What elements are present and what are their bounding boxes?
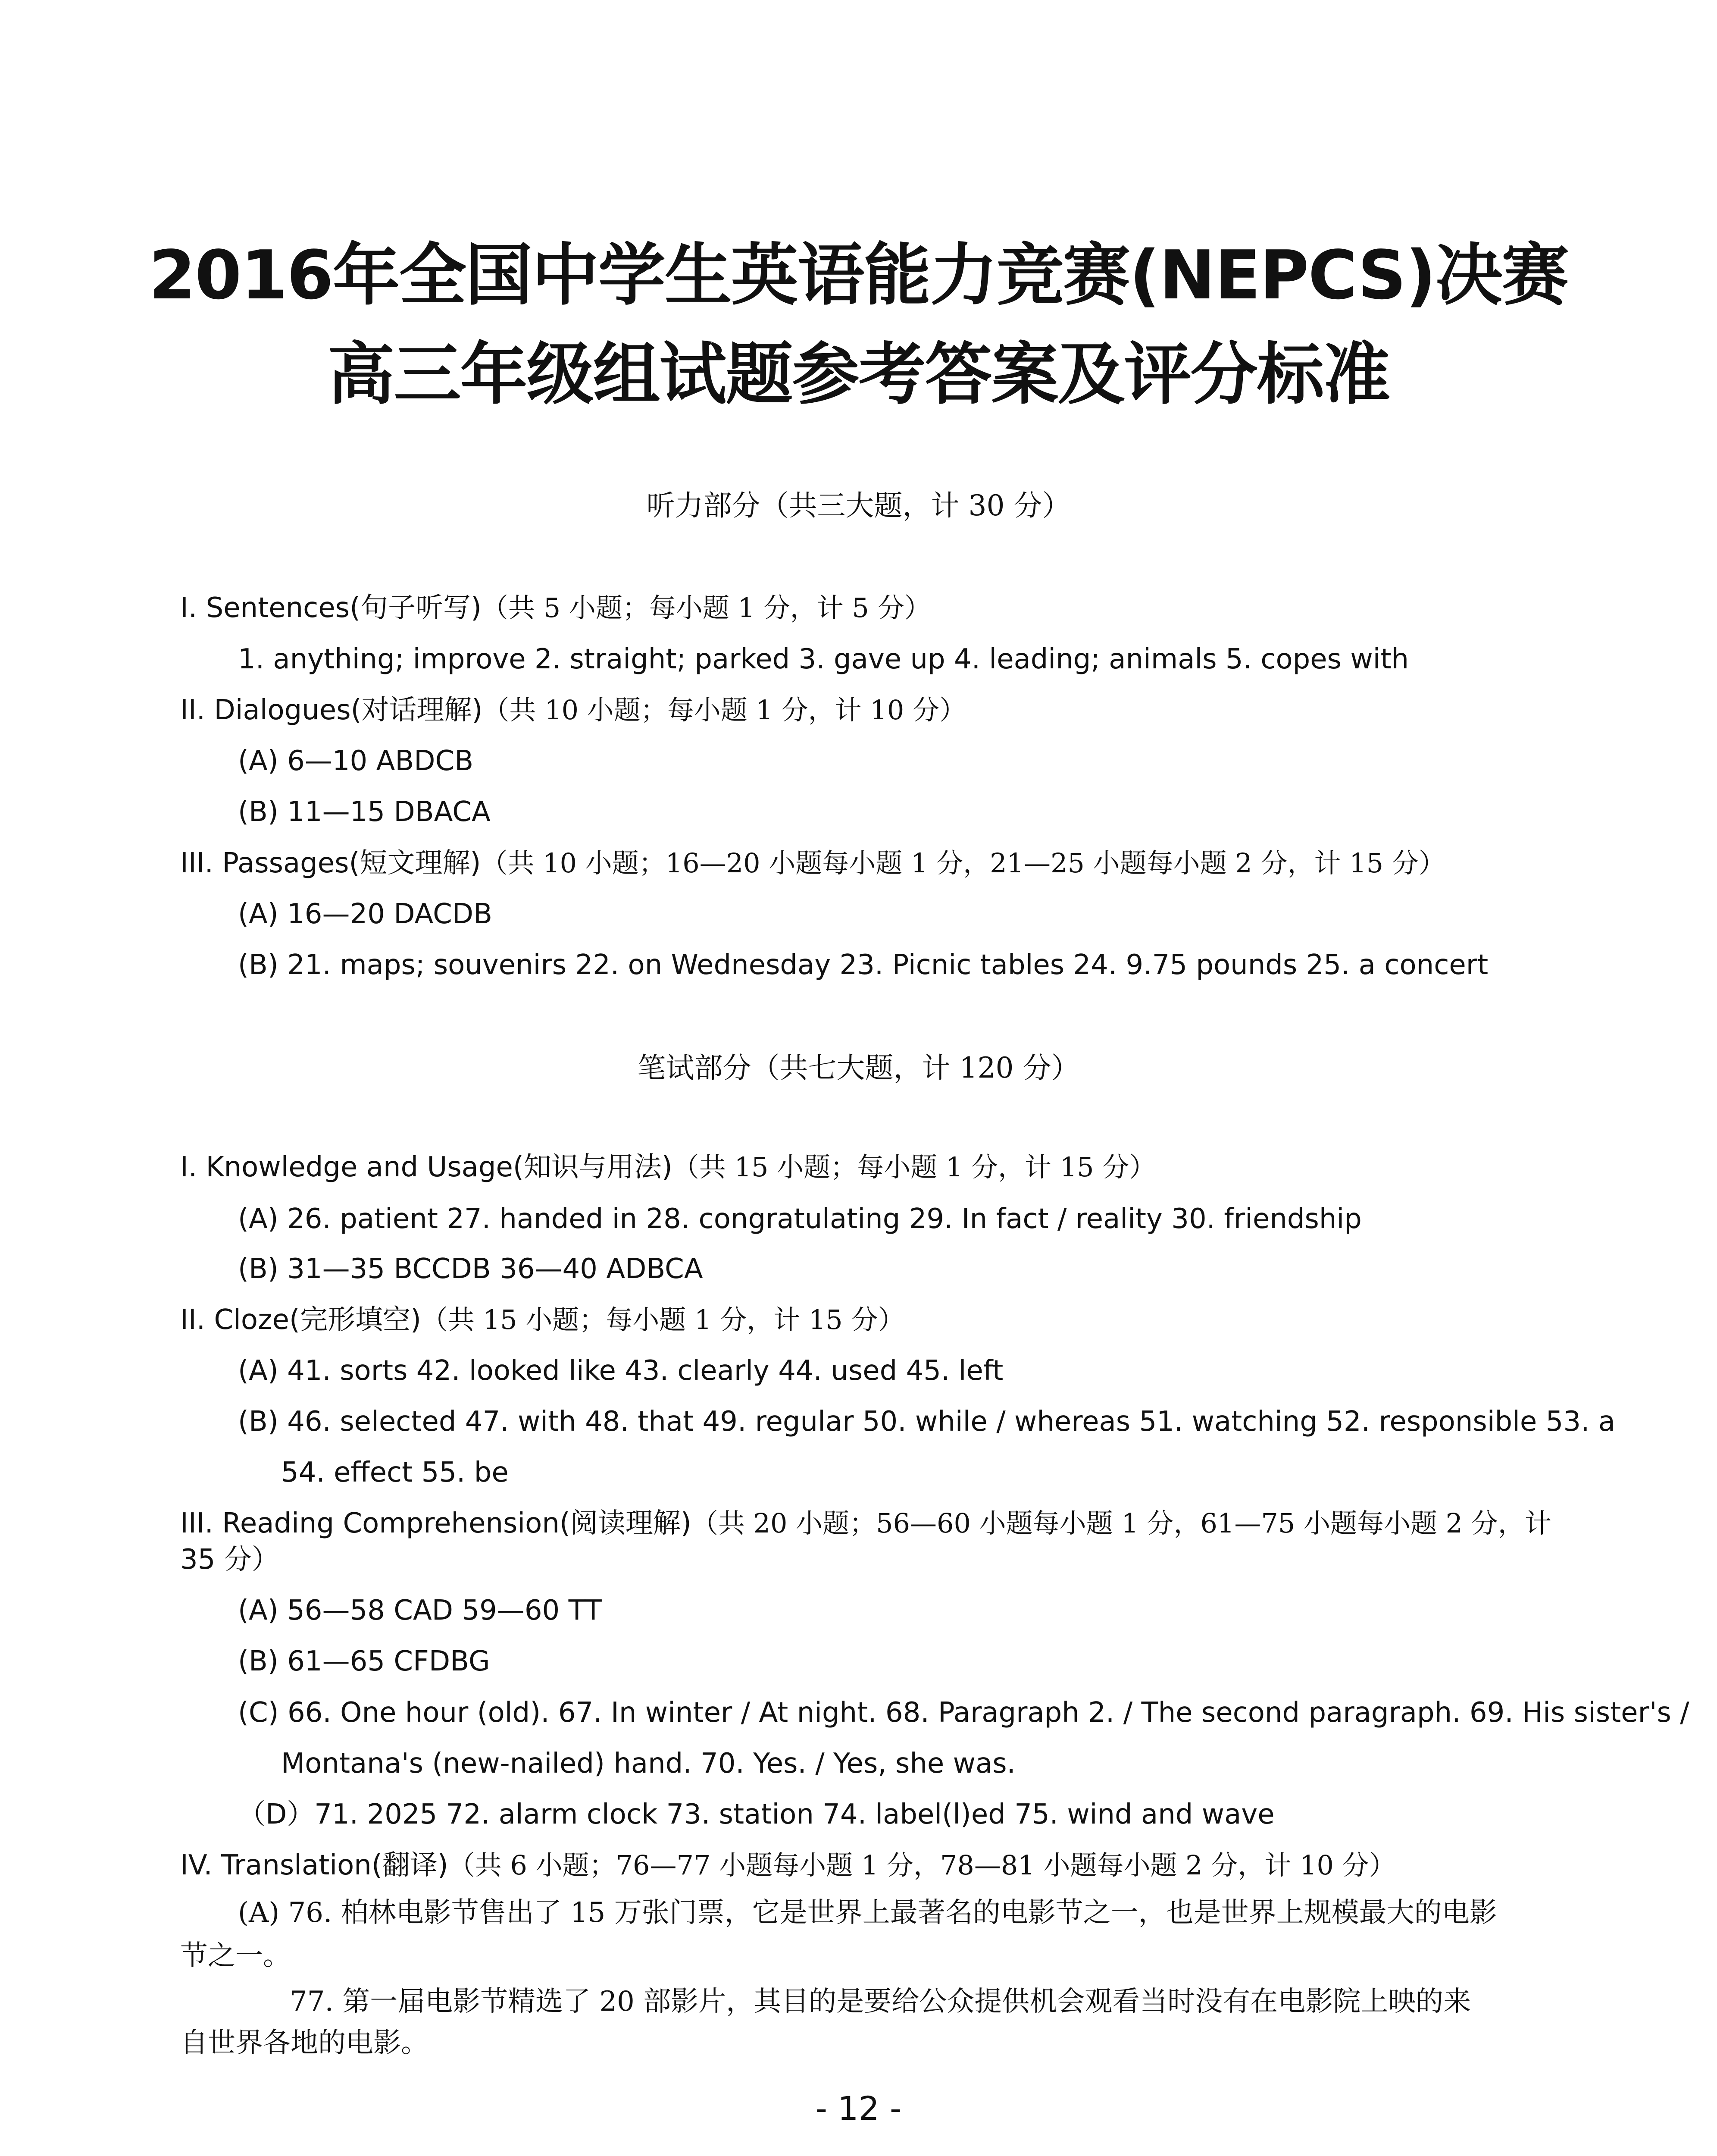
reading-answers-c-line1: (C) 66. One hour (old). 67. In winter / At night. 68. Paragraph 2. / The second paragraph. 69. His sister's / bbox=[238, 1697, 1689, 1729]
listening-sentences-heading bbox=[180, 594, 931, 622]
writing-heading: 笔试部分（共七大题，计 120 分） bbox=[637, 1051, 1080, 1084]
reading-heading-continued: 35 分） bbox=[180, 1544, 279, 1576]
heading-label: II. Dialogues(对话理解) bbox=[180, 694, 483, 726]
reading-heading bbox=[180, 1507, 1551, 1539]
reading-answers-a: (A) 56—58 CAD 59—60 TT bbox=[238, 1595, 602, 1626]
knowledge-answers-a: (A) 26. patient 27. handed in 28. congratulating 29. In fact / reality 30. friendship bbox=[238, 1203, 1362, 1235]
listening-dialogues-heading bbox=[180, 696, 966, 724]
translation-answer-77-line2: 自世界各地的电影。 bbox=[180, 2027, 428, 2059]
listening-heading: 听力部分（共三大题，计 30 分） bbox=[646, 489, 1071, 522]
dialogues-answers-a: (A) 6—10 ABDCB bbox=[238, 745, 474, 777]
translation-answer-76-line2: 节之一。 bbox=[180, 1940, 291, 1972]
reading-answers-d: （D）71. 2025 72. alarm clock 73. station 74. label(l)ed 75. wind and wave bbox=[238, 1799, 1275, 1830]
scoring-note: （共 15 小题；每小题 1 分，计 15 分） bbox=[672, 1151, 1156, 1183]
passages-answers-a: (A) 16—20 DACDB bbox=[238, 898, 492, 930]
sentences-answers: 1. anything; improve 2. straight; parked 3. gave up 4. leading; animals 5. copes with bbox=[238, 643, 1409, 675]
knowledge-answers-b: (B) 31—35 BCCDB 36—40 ADBCA bbox=[238, 1253, 703, 1285]
heading-label: III. Reading Comprehension(阅读理解) bbox=[180, 1507, 691, 1539]
heading-label: II. Cloze(完形填空) bbox=[180, 1304, 421, 1336]
passages-answers-b: (B) 21. maps; souvenirs 22. on Wednesday 23. Picnic tables 24. 9.75 pounds 25. a concert bbox=[238, 949, 1489, 981]
heading-label: IV. Translation(翻译) bbox=[180, 1849, 448, 1881]
cloze-answers-b-line1: (B) 46. selected 47. with 48. that 49. regular 50. while / whereas 51. watching 52. responsible 53. a bbox=[238, 1406, 1615, 1438]
scoring-note: （共 5 小题；每小题 1 分，计 5 分） bbox=[482, 592, 931, 624]
cloze-answers-b-line2: 54. effect 55. be bbox=[281, 1457, 509, 1489]
cloze-heading bbox=[180, 1306, 904, 1334]
heading-label: III. Passages(短文理解) bbox=[180, 847, 481, 879]
reading-answers-b: (B) 61—65 CFDBG bbox=[238, 1645, 490, 1677]
scoring-note: （共 15 小题；每小题 1 分，计 15 分） bbox=[421, 1304, 905, 1335]
scoring-note: （共 10 小题；每小题 1 分，计 10 分） bbox=[482, 694, 966, 726]
heading-label: I. Sentences(句子听写) bbox=[180, 592, 482, 624]
knowledge-usage-heading bbox=[180, 1153, 1156, 1181]
translation-heading bbox=[180, 1849, 1396, 1881]
listening-passages-heading bbox=[180, 849, 1445, 877]
scoring-note: （共 6 小题；76—77 小题每小题 1 分，78—81 小题每小题 2 分，计 10 分） bbox=[448, 1849, 1396, 1881]
heading-label: I. Knowledge and Usage(知识与用法) bbox=[180, 1151, 672, 1183]
reading-answers-c-line2: Montana's (new-nailed) hand. 70. Yes. / Yes, she was. bbox=[281, 1748, 1016, 1780]
translation-answer-76-line1: (A) 76. 柏林电影节售出了 15 万张门票，它是世界上最著名的电影节之一，也是世界上规模最大的电影 bbox=[238, 1897, 1497, 1929]
cloze-answers-a: (A) 41. sorts 42. looked like 43. clearly 44. used 45. left bbox=[238, 1355, 1004, 1387]
translation-answer-77-line1: 77. 第一届电影节精选了 20 部影片，其目的是要给公众提供机会观看当时没有在电影院上映的来 bbox=[290, 1986, 1471, 2018]
title-line-2: 高三年级组试题参考答案及评分标准 bbox=[327, 335, 1390, 414]
scoring-note: （共 20 小题；56—60 小题每小题 1 分，61—75 小题每小题 2 分，计 bbox=[691, 1507, 1551, 1539]
scoring-note: （共 10 小题；16—20 小题每小题 1 分，21—25 小题每小题 2 分，计 15 分） bbox=[481, 847, 1445, 879]
title-line-1: 2016年全国中学生英语能力竞赛(NEPCS)决赛 bbox=[149, 236, 1568, 314]
page-number: - 12 - bbox=[815, 2089, 902, 2128]
dialogues-answers-b: (B) 11—15 DBACA bbox=[238, 796, 491, 828]
